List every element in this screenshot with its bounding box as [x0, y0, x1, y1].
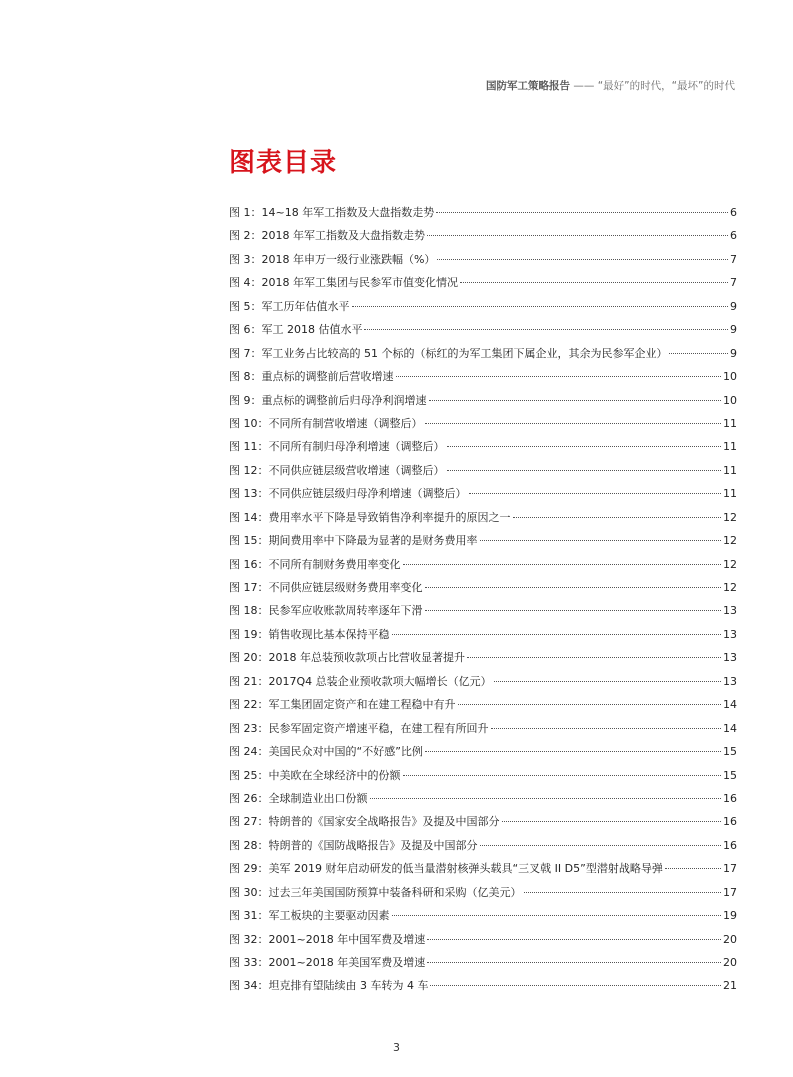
- toc-entry-page: 10: [723, 370, 737, 384]
- toc-entry-label: 图 8：重点标的调整前后营收增速: [229, 370, 394, 384]
- toc-dot-leader: [427, 939, 721, 940]
- toc-dot-leader: [669, 353, 728, 354]
- toc-entry-label: 图 13：不同供应链层级归母净利增速（调整后）: [229, 487, 467, 501]
- toc-entry-label: 图 18：民参军应收账款周转率逐年下滑: [229, 604, 423, 618]
- toc-entry-label: 图 15：期间费用率中下降最为显著的是财务费用率: [229, 534, 478, 548]
- toc-entry-label: 图 23：民参军固定资产增速平稳，在建工程有所回升: [229, 721, 489, 735]
- toc-entry-label: 图 25：中美欧在全球经济中的份额: [229, 768, 401, 782]
- toc-entry[interactable]: [229, 248, 737, 271]
- toc-dot-leader: [352, 306, 729, 307]
- toc-entry[interactable]: [229, 412, 737, 435]
- toc-entry[interactable]: [229, 224, 737, 247]
- toc-entry-label: 图 12：不同供应链层级营收增速（调整后）: [229, 463, 445, 477]
- toc-entry-page: 15: [723, 768, 737, 782]
- header-separator: ——: [573, 80, 595, 92]
- toc-entry-label: 图 16：不同所有制财务费用率变化: [229, 557, 401, 571]
- toc-entry-page: 12: [723, 534, 737, 548]
- toc-entry[interactable]: [229, 951, 737, 974]
- toc-entry[interactable]: [229, 576, 737, 599]
- toc-entry-page: 6: [730, 206, 737, 219]
- toc-entry-page: 11: [723, 487, 737, 501]
- toc-entry-label: 图 2：2018 年军工指数及大盘指数走势: [229, 229, 425, 243]
- toc-entry[interactable]: [229, 295, 737, 318]
- toc-entry-label: 图 7：军工业务占比较高的 51 个标的（标红的为军工集团下属企业，其余为民参军企业）: [229, 346, 668, 360]
- toc-entry[interactable]: [229, 599, 737, 622]
- toc-entry[interactable]: [229, 693, 737, 716]
- toc-dot-leader: [447, 446, 722, 447]
- toc-entry-page: 19: [723, 909, 737, 923]
- toc-dot-leader: [502, 821, 722, 822]
- toc-dot-leader: [396, 376, 722, 377]
- toc-entry-page: 13: [723, 674, 737, 688]
- toc-entry-label: 图 4：2018 年军工集团与民参军市值变化情况: [229, 276, 458, 290]
- toc-entry-page: 17: [723, 862, 737, 876]
- toc-dot-leader: [491, 728, 722, 729]
- toc-entry[interactable]: [229, 717, 737, 740]
- toc-dot-leader: [513, 517, 722, 518]
- toc-entry[interactable]: [229, 881, 737, 904]
- toc-dot-leader: [480, 845, 722, 846]
- toc-entry-page: 15: [723, 745, 737, 759]
- toc-entry[interactable]: [229, 857, 737, 880]
- toc-dot-leader: [403, 775, 722, 776]
- toc-entry[interactable]: [229, 318, 737, 341]
- toc-dot-leader: [425, 751, 721, 752]
- toc-entry[interactable]: [229, 740, 737, 763]
- toc-dot-leader: [467, 657, 721, 658]
- toc-entry-page: 14: [723, 721, 737, 735]
- toc-entry-label: 图 30：过去三年美国国防预算中装备科研和采购（亿美元）: [229, 885, 522, 899]
- toc-entry[interactable]: [229, 506, 737, 529]
- toc-dot-leader: [430, 985, 721, 986]
- toc-entry-label: 图 20：2018 年总装预收款项占比营收显著提升: [229, 651, 465, 665]
- toc-entry[interactable]: [229, 623, 737, 646]
- page-title: 图表目录: [229, 148, 338, 178]
- page-number: 3: [393, 1041, 400, 1054]
- toc-entry-label: 图 19：销售收现比基本保持平稳: [229, 627, 390, 641]
- report-subtitle: “最好”的时代，“最坏”的时代: [597, 80, 735, 92]
- toc-entry-page: 21: [723, 979, 737, 993]
- toc-entry[interactable]: [229, 764, 737, 787]
- toc-entry[interactable]: [229, 974, 737, 997]
- toc-entry-page: 11: [723, 440, 737, 454]
- toc-dot-leader: [427, 235, 728, 236]
- toc-entry-page: 9: [730, 346, 737, 360]
- toc-entry-page: 12: [723, 510, 737, 524]
- toc-entry-label: 图 32：2001~2018 年中国军费及增速: [229, 932, 426, 946]
- toc-entry[interactable]: [229, 810, 737, 833]
- toc-dot-leader: [425, 423, 722, 424]
- toc-entry-page: 12: [723, 581, 737, 594]
- toc-entry-page: 11: [723, 416, 737, 430]
- toc-dot-leader: [458, 704, 722, 705]
- toc-entry-page: 10: [723, 393, 737, 407]
- toc-entry-label: 图 29：美军 2019 财年启动研发的低当量潜射核弹头载具“三叉戟 II D5”型潜射战略导弹: [229, 862, 663, 876]
- toc-entry-label: 图 33：2001~2018 年美国军费及增速: [229, 956, 426, 969]
- toc-dot-leader: [427, 962, 721, 963]
- toc-entry[interactable]: [229, 928, 737, 951]
- toc-entry-page: 17: [723, 885, 737, 899]
- toc-entry[interactable]: [229, 389, 737, 412]
- toc-entry-label: 图 9：重点标的调整前后归母净利润增速: [229, 393, 427, 407]
- toc-dot-leader: [364, 329, 728, 330]
- report-name: 国防军工策略报告: [486, 80, 571, 92]
- toc-dot-leader: [392, 915, 722, 916]
- toc-dot-leader: [447, 470, 722, 471]
- toc-entry[interactable]: [229, 553, 737, 576]
- toc-entry-label: 图 24：美国民众对中国的“不好感”比例: [229, 745, 423, 759]
- toc-entry-page: 11: [723, 463, 737, 477]
- toc-dot-leader: [437, 259, 728, 260]
- toc-entry-page: 20: [723, 932, 737, 946]
- toc-dot-leader: [425, 610, 722, 611]
- toc-entry-label: 图 31：军工板块的主要驱动因素: [229, 909, 390, 923]
- toc-entry-label: 图 10：不同所有制营收增速（调整后）: [229, 416, 423, 430]
- running-header: [486, 78, 735, 93]
- toc-entry-label: 图 17：不同供应链层级财务费用率变化: [229, 581, 423, 594]
- toc-dot-leader: [524, 892, 722, 893]
- toc-dot-leader: [392, 634, 722, 635]
- toc-dot-leader: [403, 564, 722, 565]
- toc-entry-page: 13: [723, 651, 737, 665]
- toc-entry-page: 13: [723, 627, 737, 641]
- toc-entry[interactable]: [229, 646, 737, 669]
- toc-entry[interactable]: [229, 482, 737, 505]
- toc-entry-label: 图 1：14~18 年军工指数及大盘指数走势: [229, 206, 435, 219]
- toc-entry-page: 6: [730, 229, 737, 243]
- toc-entry-label: 图 22：军工集团固定资产和在建工程稳中有升: [229, 698, 456, 712]
- toc-entry-label: 图 11：不同所有制归母净利增速（调整后）: [229, 440, 445, 454]
- toc-dot-leader: [436, 212, 728, 213]
- toc-entry-page: 13: [723, 604, 737, 618]
- toc-entry-label: 图 21：2017Q4 总装企业预收款项大幅增长（亿元）: [229, 674, 492, 688]
- toc-entry[interactable]: [229, 365, 737, 388]
- toc-entry-label: 图 27：特朗普的《国家安全战略报告》及提及中国部分: [229, 815, 500, 829]
- toc-entry-page: 16: [723, 815, 737, 829]
- toc-dot-leader: [494, 681, 721, 682]
- toc-entry-page: 14: [723, 698, 737, 712]
- toc-entry-label: 图 14：费用率水平下降是导致销售净利率提升的原因之一: [229, 510, 511, 524]
- toc-entry-label: 图 3：2018 年申万一级行业涨跌幅（%）: [229, 252, 436, 266]
- toc-entry[interactable]: [229, 834, 737, 857]
- toc-entry-label: 图 26：全球制造业出口份额: [229, 791, 368, 805]
- toc-dot-leader: [425, 587, 722, 588]
- toc-dot-leader: [469, 493, 722, 494]
- toc-entry[interactable]: [229, 904, 737, 927]
- toc-dot-leader: [665, 868, 721, 869]
- toc-entry[interactable]: [229, 670, 737, 693]
- toc-entry-page: 12: [723, 557, 737, 571]
- figure-toc-list: [229, 201, 737, 998]
- toc-entry-label: 图 34：坦克排有望陆续由 3 车转为 4 车: [229, 979, 429, 993]
- toc-entry-page: 7: [730, 276, 737, 290]
- toc-entry-label: 图 5：军工历年估值水平: [229, 299, 350, 313]
- toc-entry-page: 9: [730, 299, 737, 313]
- toc-dot-leader: [460, 282, 728, 283]
- toc-entry-page: 20: [723, 956, 737, 969]
- toc-dot-leader: [370, 798, 722, 799]
- toc-dot-leader: [429, 400, 722, 401]
- toc-entry[interactable]: [229, 459, 737, 482]
- toc-dot-leader: [480, 540, 722, 541]
- toc-entry[interactable]: [229, 787, 737, 810]
- toc-entry-page: 7: [730, 252, 737, 266]
- toc-entry-page: 16: [723, 791, 737, 805]
- toc-entry-page: 9: [730, 323, 737, 337]
- toc-entry[interactable]: [229, 201, 737, 224]
- toc-entry[interactable]: [229, 435, 737, 458]
- toc-entry[interactable]: [229, 271, 737, 294]
- toc-entry-page: 16: [723, 838, 737, 852]
- toc-entry-label: 图 28：特朗普的《国防战略报告》及提及中国部分: [229, 838, 478, 852]
- toc-entry-label: 图 6：军工 2018 估值水平: [229, 323, 363, 337]
- toc-entry[interactable]: [229, 529, 737, 552]
- toc-entry[interactable]: [229, 342, 737, 365]
